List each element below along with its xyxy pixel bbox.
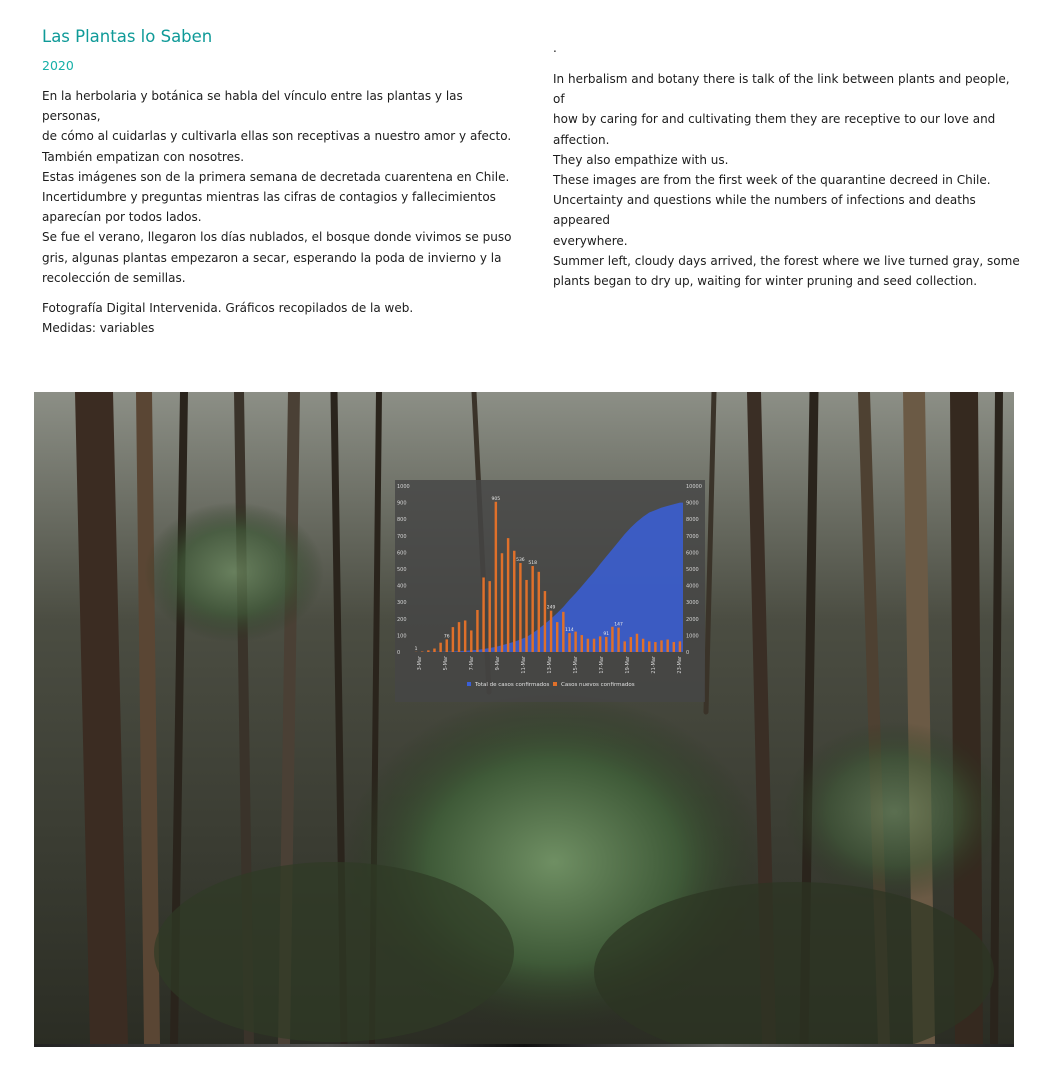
artwork-title: Las Plantas lo Saben (42, 27, 213, 46)
bar-data-label: 518 (528, 561, 537, 567)
x-tick-label: 5-Mar (443, 656, 449, 671)
x-tick-label: 13-Mar (547, 656, 553, 674)
bar-data-label: 114 (565, 628, 574, 634)
bar-new-cases (556, 622, 558, 652)
bar-new-cases (599, 636, 601, 652)
y-left-tick-label: 100 (397, 633, 407, 640)
english-column (553, 40, 1023, 301)
y-right-tick-label: 7000 (686, 533, 699, 540)
legend-label-total: Total de casos confirmados (475, 682, 550, 688)
x-tick-label: 17-Mar (599, 656, 605, 674)
x-tick-label: 15-Mar (573, 656, 579, 674)
y-left-tick-label: 300 (397, 600, 407, 607)
bar-new-cases (439, 643, 441, 652)
x-tick-label: 11-Mar (521, 656, 527, 674)
bar-new-cases (593, 639, 595, 652)
y-right-tick-label: 6000 (686, 550, 699, 557)
x-tick-label: 9-Mar (495, 656, 501, 671)
y-left-tick-label: 800 (397, 517, 407, 524)
bar-new-cases (611, 627, 613, 652)
y-left-tick-label: 200 (397, 616, 407, 623)
spanish-column (42, 26, 512, 348)
y-left-tick-label: 0 (397, 650, 401, 656)
bar-data-label: 76 (443, 634, 450, 640)
bar-new-cases (642, 639, 644, 652)
bar-new-cases (581, 635, 583, 652)
y-right-tick-label: 2000 (686, 616, 699, 623)
bar-new-cases (673, 642, 675, 652)
bar-new-cases (476, 610, 478, 652)
description-spanish: En la herbolaria y botánica se habla del vínculo entre las plantas y las personas, de cómo al cuidarlas y cultivarla ellas son receptivas a nuestro amor y afecto. También empatizan con nosotres. Estas imágenes son de la primera semana de decretada cuarentena en Chile. Incertidumbre y preguntas mientras las cifras de contagios y fallecimientos aparecían por todos lados. Se fue el verano, llegaron los días nublados, el bosque donde vivimos se puso gris, algunas plantas empezaron a secar, esperando la poda de invierno y la recolección de semillas. (42, 89, 512, 285)
bar-new-cases (605, 637, 607, 652)
bar-new-cases (458, 622, 460, 652)
bar-new-cases (654, 642, 656, 652)
bar-data-label: 1 (414, 646, 418, 652)
bar-new-cases (617, 628, 619, 652)
bar-new-cases (525, 580, 527, 652)
x-tick-label: 21-Mar (651, 656, 657, 674)
bar-new-cases (574, 632, 576, 652)
bar-new-cases (660, 640, 662, 652)
bar-data-label: 91 (603, 631, 610, 637)
bar-new-cases (513, 551, 515, 652)
bar-data-label: 249 (546, 605, 556, 611)
bar-new-cases (587, 639, 589, 652)
bar-new-cases (452, 627, 454, 652)
y-left-tick-label: 900 (397, 500, 407, 507)
bar-new-cases (507, 538, 509, 652)
y-left-tick-label: 1000 (397, 484, 410, 490)
bar-new-cases (446, 639, 448, 652)
y-left-tick-label: 700 (397, 533, 407, 540)
y-left-tick-label: 500 (397, 567, 407, 573)
x-tick-label: 19-Mar (625, 656, 631, 674)
y-right-tick-label: 5000 (686, 567, 699, 573)
y-right-tick-label: 0 (686, 650, 690, 656)
bar-new-cases (550, 611, 552, 652)
bar-new-cases (495, 502, 497, 652)
bar-new-cases (501, 553, 503, 652)
y-right-tick-label: 8000 (686, 517, 699, 524)
bar-new-cases (623, 641, 625, 652)
bar-new-cases (519, 563, 521, 652)
bar-new-cases (433, 649, 435, 652)
y-right-tick-label: 3000 (686, 600, 699, 607)
y-right-tick-label: 10000 (686, 484, 702, 490)
bar-new-cases (482, 577, 484, 652)
legend-label-new: Casos nuevos confirmados (561, 682, 635, 688)
bar-data-label: 536 (516, 558, 525, 564)
bar-new-cases (470, 630, 472, 652)
bar-new-cases (531, 566, 533, 652)
x-tick-label: 23-Mar (677, 656, 683, 674)
bar-new-cases (538, 572, 540, 652)
x-tick-label: 3-Mar (417, 656, 423, 671)
bar-new-cases (648, 641, 650, 652)
bar-new-cases (464, 620, 466, 652)
y-left-tick-label: 400 (397, 583, 407, 590)
y-right-tick-label: 9000 (686, 500, 699, 507)
bar-new-cases (666, 640, 668, 652)
covid-chart-svg (395, 480, 705, 702)
separator-dot: . (553, 41, 557, 55)
covid-chart (395, 480, 705, 702)
legend-swatch-new (553, 682, 557, 686)
y-left-tick-label: 600 (397, 550, 407, 557)
bar-data-label: 147 (614, 622, 623, 628)
bar-new-cases (544, 591, 546, 652)
x-tick-label: 7-Mar (469, 656, 475, 671)
artwork-year: 2020 (42, 58, 74, 73)
bar-new-cases (636, 634, 638, 652)
bar-new-cases (679, 641, 681, 652)
bar-new-cases (427, 650, 429, 652)
legend-swatch-total (467, 682, 471, 686)
y-right-tick-label: 1000 (686, 633, 699, 640)
bar-new-cases (488, 581, 490, 652)
bar-data-label: 905 (491, 496, 501, 502)
technique-text: Fotografía Digital Intervenida. Gráficos recopilados de la web. Medidas: variables (42, 301, 414, 336)
bar-new-cases (568, 633, 570, 652)
description-english: In herbalism and botany there is talk of the link between plants and people, of how by caring for and cultivating them they are receptive to our love and affection. They also empathize with us. These images are from the first week of the quarantine decreed in Chile. Uncertainty and questions while the numbers of infections and deaths appeared everywhere. Summer left, cloudy days arrived, the forest where we live turned gray, some plants began to dry up, waiting for winter pruning and seed collection. (553, 72, 1020, 289)
photo-bottom-edge (34, 1044, 1014, 1047)
bar-new-cases (630, 637, 632, 652)
y-right-tick-label: 4000 (686, 583, 699, 590)
